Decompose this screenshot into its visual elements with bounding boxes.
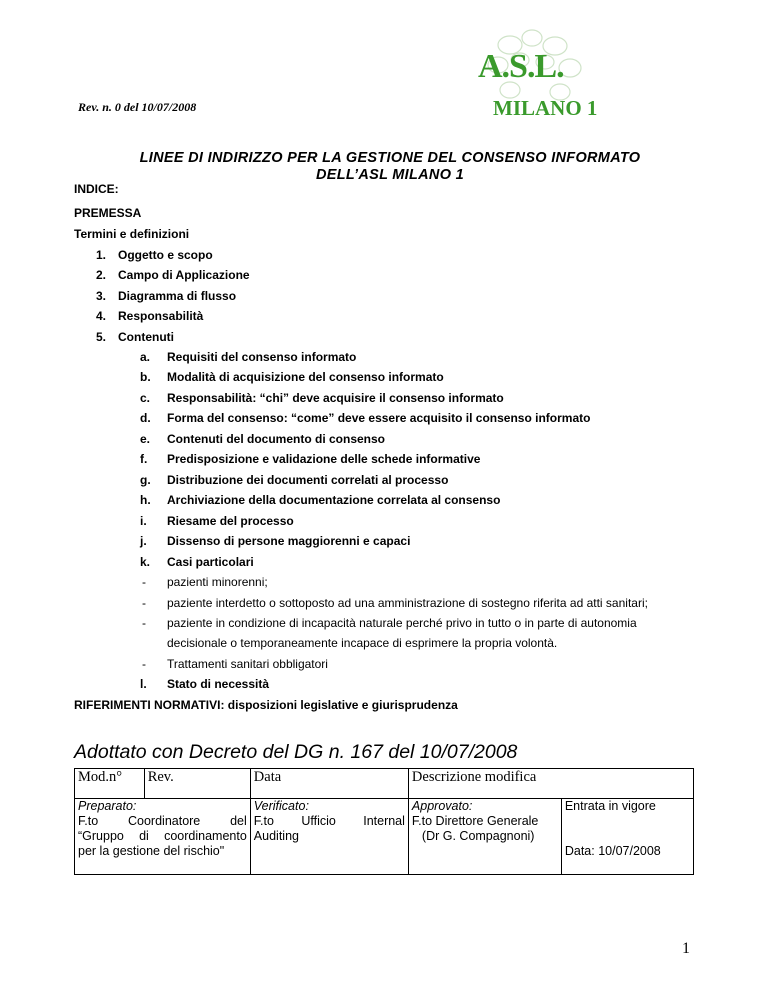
page-number: 1	[682, 940, 690, 957]
revision-table	[74, 768, 694, 875]
subsection-title: Distribuzione dei documenti correlati al processo	[167, 473, 449, 487]
section-title: Oggetto e scopo	[118, 248, 213, 262]
verified-line: F.to Ufficio Internal	[253, 814, 405, 828]
subsection-title: Modalità di acquisizione del consenso informato	[167, 370, 444, 384]
adoption-statement: Adottato con Decreto del DG n. 167 del 10/07/2008	[74, 741, 518, 763]
approved-cell	[408, 799, 561, 875]
approved-label: Approvato:	[411, 799, 473, 813]
section-number: 4.	[96, 309, 107, 323]
subsection-letter: k.	[140, 555, 151, 569]
section-title: Campo di Applicazione	[118, 268, 250, 282]
subsection-title: Archiviazione della documentazione correlata al consenso	[167, 493, 501, 507]
section-title: Diagramma di flusso	[118, 289, 237, 303]
header-description: Descrizione modifica	[408, 769, 693, 799]
table-header-row	[75, 769, 694, 799]
subsection-letter: a.	[140, 350, 151, 364]
document-title	[60, 150, 720, 184]
case-text: Trattamenti sanitari obbligatori	[167, 657, 328, 671]
table-signature-row	[75, 799, 694, 875]
prepared-line: “Gruppo di coordinamento	[78, 829, 247, 843]
subsection-title: Responsabilità: “chi” deve acquisire il consenso informato	[167, 391, 504, 405]
subsection-letter: j.	[140, 534, 147, 548]
case-text: pazienti minorenni;	[167, 575, 268, 589]
index-heading: INDICE:	[74, 182, 119, 196]
section-number: 1.	[96, 248, 107, 262]
subsection-title: Predisposizione e validazione delle schede informative	[167, 452, 481, 466]
index-premessa: PREMESSA	[74, 206, 142, 220]
prepared-line: per la gestione del rischio"	[78, 844, 225, 858]
header-mod-number: Mod.n°	[75, 769, 145, 799]
case-text-continued: decisionale o temporaneamente incapace di esprimere la propria volontà.	[167, 636, 558, 650]
title-line-2: DELL’ASL MILANO 1	[316, 167, 464, 183]
header-date: Data	[250, 769, 408, 799]
subsection-title: Forma del consenso: “come” deve essere acquisito il consenso informato	[167, 411, 591, 425]
case-dash: -	[142, 616, 146, 630]
subsection-title: Stato di necessità	[167, 677, 270, 691]
section-title: Responsabilità	[118, 309, 204, 323]
case-text: paziente interdetto o sottoposto ad una amministrazione di sostegno riferita ad atti sanitari;	[167, 596, 648, 610]
entry-cell	[561, 799, 693, 875]
approved-line: F.to Direttore Generale	[411, 814, 539, 828]
section-number: 3.	[96, 289, 107, 303]
prepared-line: F.to Coordinatore del	[78, 814, 247, 828]
subsection-letter: f.	[140, 452, 148, 466]
title-line-1: LINEE DI INDIRIZZO PER LA GESTIONE DEL CONSENSO INFORMATO	[139, 150, 641, 166]
section-title: Contenuti	[118, 330, 174, 344]
subsection-letter: h.	[140, 493, 151, 507]
verified-cell	[250, 799, 408, 875]
verified-label: Verificato:	[253, 799, 309, 813]
case-dash: -	[142, 575, 146, 589]
prepared-cell	[75, 799, 251, 875]
approved-line: (Dr G. Compagnoni)	[421, 829, 535, 843]
subsection-title: Dissenso di persone maggiorenni e capaci	[167, 534, 411, 548]
subsection-letter: l.	[140, 677, 147, 691]
logo-sub-text: MILANO 1	[493, 96, 598, 120]
index-termini: Termini e definizioni	[74, 227, 190, 241]
header-revision: Rev.	[144, 769, 250, 799]
subsection-title: Casi particolari	[167, 555, 254, 569]
subsection-letter: d.	[140, 411, 151, 425]
case-dash: -	[142, 596, 146, 610]
verified-line: Auditing	[253, 829, 299, 843]
section-number: 5.	[96, 330, 107, 344]
subsection-letter: e.	[140, 432, 151, 446]
case-dash: -	[142, 657, 146, 671]
subsection-letter: b.	[140, 370, 151, 384]
subsection-title: Riesame del processo	[167, 514, 294, 528]
entry-date: Data: 10/07/2008	[564, 844, 661, 858]
subsection-letter: i.	[140, 514, 147, 528]
section-number: 2.	[96, 268, 107, 282]
index-riferimenti: RIFERIMENTI NORMATIVI: disposizioni legislative e giurisprudenza	[74, 698, 458, 712]
subsection-letter: g.	[140, 473, 151, 487]
prepared-label: Preparato:	[78, 799, 137, 813]
case-text: paziente in condizione di incapacità naturale perché privo in tutto o in parte di autonomia	[167, 616, 637, 630]
revision-label: Rev. n. 0 del 10/07/2008	[78, 100, 197, 114]
subsection-title: Requisiti del consenso informato	[167, 350, 357, 364]
subsection-title: Contenuti del documento di consenso	[167, 432, 386, 446]
subsection-letter: c.	[140, 391, 151, 405]
entry-label: Entrata in vigore	[564, 799, 656, 813]
logo-main-text: A.S.L.	[478, 48, 564, 85]
